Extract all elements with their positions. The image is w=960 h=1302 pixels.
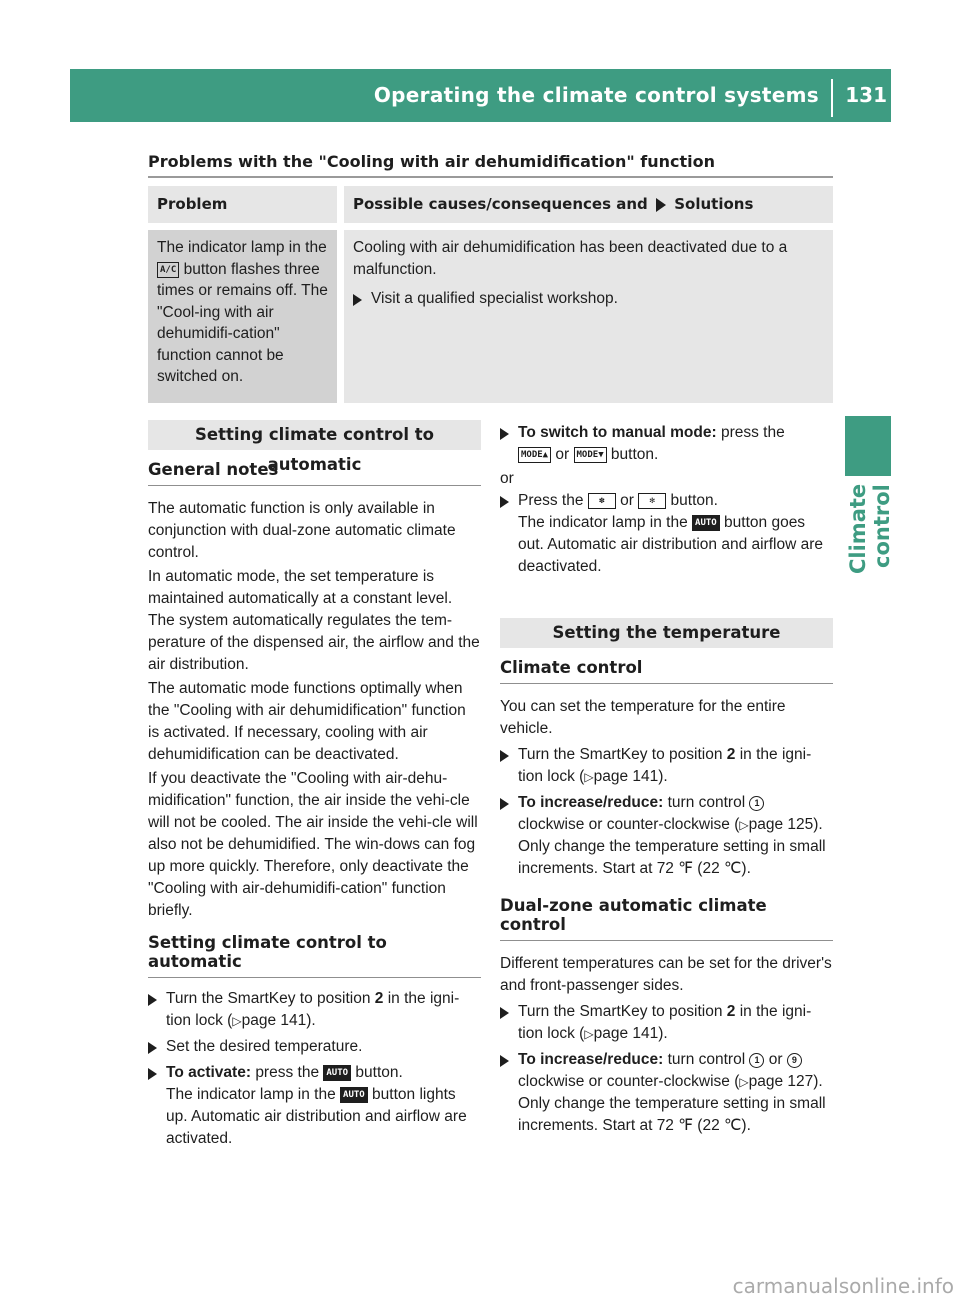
auto-button-icon: AUTO (340, 1087, 368, 1103)
step-text: or (555, 446, 570, 463)
control-1-icon: 1 (749, 1053, 764, 1068)
col-header-solutions-text: Solutions (674, 195, 754, 213)
page-ref-icon: ▷ (232, 1014, 242, 1028)
paragraph: The automatic mode functions optimally when the "Cooling with air dehumidification" function is activated. If necessary, cooling with air dehumidification can be deactivated. (148, 680, 466, 763)
arrow-icon (148, 994, 157, 1006)
table-rule (148, 176, 833, 178)
step-text: in the igni-tion lock ( (166, 990, 460, 1029)
paragraph: You can set the temperature for the entire vehicle. (500, 698, 786, 737)
subheading-climate-control: Climate control (500, 658, 833, 684)
instruction-step (148, 1036, 481, 1058)
step-label: To increase/reduce: (518, 1051, 664, 1068)
arrow-icon (500, 750, 509, 762)
step-text: page 125). Only change the temperature setting in small increments. Start at 72 ℉ (22 ℃). (518, 816, 826, 877)
control-1-icon: 1 (749, 796, 764, 811)
step-text: button. (355, 1064, 403, 1081)
instruction-step (500, 422, 833, 466)
step-label: To switch to manual mode: (518, 424, 717, 441)
problem-text-post: button flashes three times or remains off. The "Cool-ing with air dehumidifi-cation" function cannot be switched on. (157, 260, 328, 385)
page-ref[interactable]: page 141). (593, 1025, 668, 1042)
left-column (148, 420, 481, 1150)
problems-table (148, 186, 833, 403)
problem-cell (148, 223, 344, 403)
step-text: or (768, 1051, 783, 1068)
solution-cell (344, 223, 833, 403)
arrow-icon (500, 428, 509, 440)
table-header-row (148, 186, 833, 223)
step-text: turn control (667, 1051, 746, 1068)
step-text: button. (610, 446, 659, 463)
auto-button-icon: AUTO (692, 515, 720, 531)
instruction-step (500, 744, 833, 788)
cause-text: Cooling with air dehumidification has been deactivated due to a malfunction. (353, 239, 788, 278)
page-ref[interactable]: page 141). (241, 1012, 316, 1029)
instruction-step (148, 988, 481, 1032)
step-text: in the igni-tion lock ( (518, 746, 812, 785)
step-text: Set the desired temperature. (166, 1038, 363, 1055)
section-heading-automatic: Setting climate control to automatic (148, 420, 481, 450)
arrow-icon (656, 198, 666, 212)
page-ref[interactable]: page 141). (593, 768, 668, 785)
side-tab-gap (845, 122, 891, 178)
or-line: or (500, 470, 514, 487)
step-position: 2 (726, 1003, 736, 1020)
paragraph: In automatic mode, the set temperature is maintained automatically at a constant level. The system automatically regulates the tem-perature of the dispensed air, the airflow and the air distribution. (148, 568, 480, 673)
arrow-icon (500, 1007, 509, 1019)
step-result: The indicator lamp in the (518, 514, 688, 531)
instruction-step (500, 1049, 833, 1137)
step-text: or (620, 492, 634, 509)
arrow-icon (500, 1055, 509, 1067)
arrow-icon (500, 496, 509, 508)
paragraph: Different temperatures can be set for the driver's and front-passenger sides. (500, 955, 832, 994)
table-row (148, 223, 833, 403)
step-position: 2 (726, 746, 736, 763)
step-label: To activate: (166, 1064, 251, 1081)
step-text: clockwise or counter-clockwise ( (518, 816, 740, 833)
problem-text-pre: The indicator lamp in the (157, 239, 327, 256)
arrow-icon (148, 1042, 157, 1054)
section-heading-temperature: Setting the temperature (500, 618, 833, 648)
mode-up-button-icon: MODE▲ (518, 447, 551, 463)
step-text: Turn the SmartKey to position (518, 1003, 723, 1020)
paragraph: The automatic function is only available in conjunction with dual-zone automatic climate control. (148, 500, 456, 561)
col-header-causes-text: Possible causes/consequences and (353, 195, 648, 213)
arrow-icon (500, 798, 509, 810)
step-result: The indicator lamp in the (166, 1086, 336, 1103)
step-text: press the (255, 1064, 320, 1081)
page-ref-icon: ▷ (739, 1075, 749, 1089)
fan-up-button-icon: ✽ (588, 493, 616, 509)
step-result: button goes out. Automatic air distribution and airflow are deactivated. (518, 514, 823, 575)
step-text: Press the (518, 492, 584, 509)
solution-step (353, 288, 825, 310)
header-bar (70, 69, 891, 122)
step-label: To increase/reduce: (518, 794, 664, 811)
side-tab-label: Climate control (846, 484, 894, 575)
auto-button-icon: AUTO (323, 1065, 351, 1081)
step-text: press the (720, 424, 785, 441)
control-9-icon: 9 (787, 1053, 802, 1068)
instruction-step (500, 792, 833, 880)
step-text: page 127). Only change the temperature setting in small increments. Start at 72 ℉ (22 ℃). (518, 1073, 826, 1134)
ac-button-icon: A/C (157, 262, 179, 278)
arrow-icon (353, 294, 362, 306)
page-ref-icon: ▷ (739, 818, 749, 832)
table-title: Problems with the "Cooling with air dehumidification" function (148, 152, 716, 171)
subheading-general-notes: General notes (148, 460, 481, 486)
solution-text: Visit a qualified specialist workshop. (371, 290, 618, 307)
side-tab-marker (845, 416, 891, 476)
fan-down-button-icon: ✻ (638, 493, 666, 509)
col-header-causes (344, 186, 833, 223)
step-text: in the igni-tion lock ( (518, 1003, 812, 1042)
step-text: button. (670, 492, 718, 509)
paragraph: If you deactivate the "Cooling with air-dehu-midification" function, the air inside the vehi-cle will not be cooled. The air inside the vehi-cle will also not be dehumidified. The win-dows can fog up more quickly. Therefore, only deactivate the "Cooling with air-dehumidifi-cation" function briefly. (148, 770, 478, 919)
step-text: Turn the SmartKey to position (166, 990, 371, 1007)
instruction-step (148, 1062, 481, 1150)
col-header-problem: Problem (148, 186, 344, 223)
page-ref-icon: ▷ (584, 770, 594, 784)
step-text: Turn the SmartKey to position (518, 746, 723, 763)
header-divider (831, 79, 833, 117)
step-position: 2 (374, 990, 384, 1007)
step-result: button lights up. Automatic air distribution and airflow are activated. (166, 1086, 467, 1147)
arrow-icon (148, 1068, 157, 1080)
right-column (500, 422, 833, 1137)
instruction-step (500, 1001, 833, 1045)
page-number: 131 (845, 83, 887, 107)
mode-down-button-icon: MODE▼ (574, 447, 607, 463)
step-text: clockwise or counter-clockwise ( (518, 1073, 740, 1090)
step-text: turn control (667, 794, 746, 811)
subheading-dual-zone: Dual-zone automatic climate control (500, 896, 833, 941)
watermark: carmanualsonline.info (732, 1274, 954, 1298)
instruction-step (500, 490, 833, 578)
subheading-setting-automatic: Setting climate control to automatic (148, 933, 481, 978)
header-title: Operating the climate control systems (373, 83, 819, 107)
page-ref-icon: ▷ (584, 1027, 594, 1041)
